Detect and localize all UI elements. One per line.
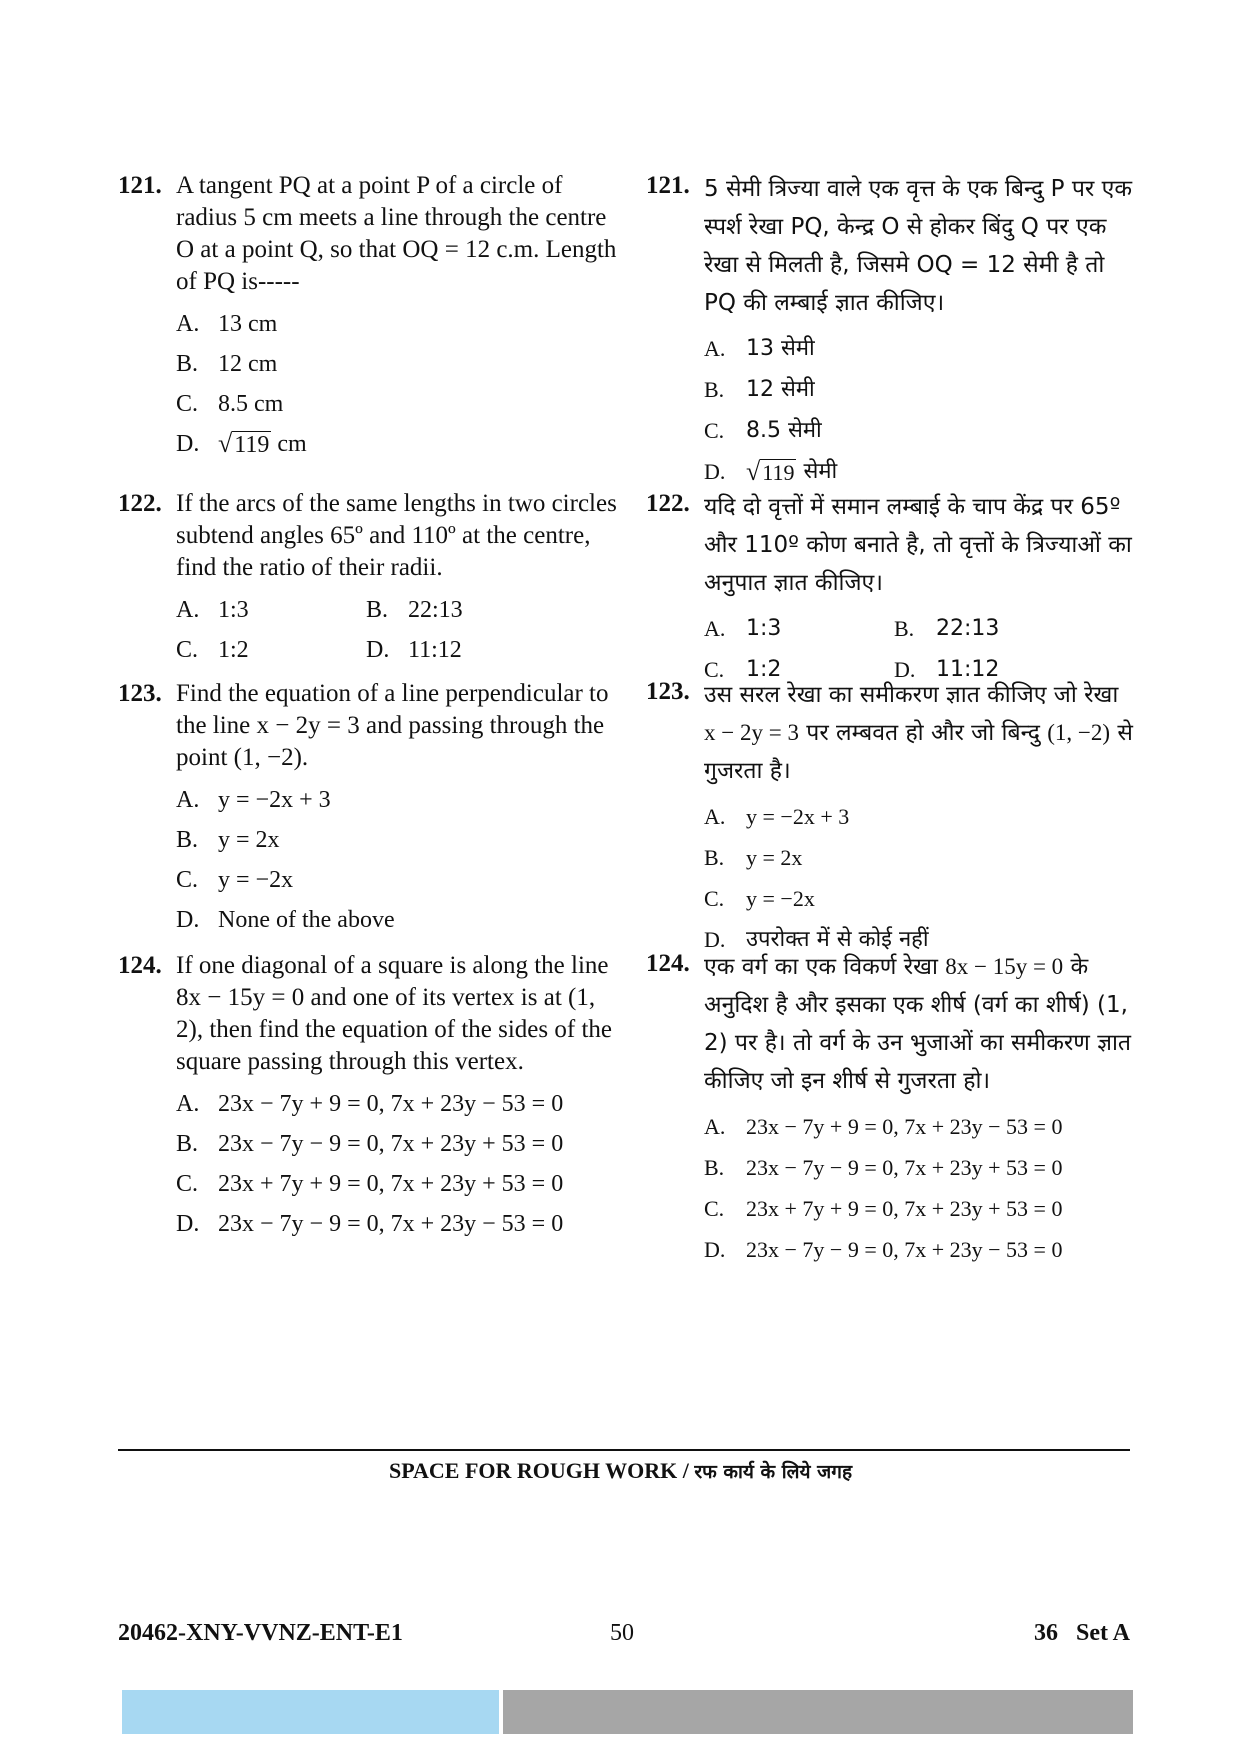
- question-text: एक वर्ग का एक विकर्ण रेखा 8x − 15y = 0 के अनुदिश है और इसका एक शीर्ष (वर्ग का शीर्ष) (1, 2) पर है। तो वर्ग के उन भुजाओं का समीकरण ज्ञात कीजिए जो इन शीर्ष से गुजरता हो।: [704, 954, 1132, 1094]
- question-number: 122.: [646, 490, 690, 517]
- options: [176, 780, 618, 940]
- equation: 8x − 15y = 0: [176, 984, 305, 1011]
- option-d: D. √119 सेमी: [704, 451, 1136, 493]
- question-number: 121.: [118, 172, 162, 199]
- question-text: यदि दो वृत्तों में समान लम्बाई के चाप केंद्र पर 65º और 110º कोण बनाते है, तो वृत्तों के त्रिज्याओं का अनुपात ज्ञात कीजिए।: [704, 494, 1132, 596]
- option-c: C. 23x + 7y + 9 = 0, 7x + 23y + 53 = 0: [704, 1196, 1063, 1221]
- square-root: √119: [746, 457, 795, 486]
- options: [176, 304, 618, 465]
- page-number: 50: [610, 1620, 634, 1646]
- option-a: A. 1:3: [176, 597, 249, 623]
- rough-work-heading: SPACE FOR ROUGH WORK / रफ कार्य के लिये जगह: [388, 1458, 853, 1483]
- equation: x − 2y = 3: [256, 712, 360, 739]
- option-d: D. 11:12: [366, 637, 462, 663]
- option-d: D. 23x − 7y − 9 = 0, 7x + 23y − 53 = 0: [704, 1237, 1063, 1262]
- options: [176, 590, 618, 670]
- footer-bar-blue: [122, 1690, 499, 1734]
- question-number: 123.: [118, 680, 162, 707]
- question-122-en: [118, 488, 618, 670]
- equation: x − 2y = 3: [704, 720, 799, 745]
- set-label: 36 Set A: [1034, 1620, 1130, 1646]
- option-a: A. 23x − 7y + 9 = 0, 7x + 23y − 53 = 0: [704, 1114, 1063, 1139]
- question-text: If one diagonal of a square is along the line 8x − 15y = 0 and one of its vertex is at (1, 2), then find the equation of the sides of the square passing through this vertex.: [176, 952, 612, 1075]
- square-root: √119: [218, 429, 270, 458]
- question-number: 124.: [646, 950, 690, 977]
- option-c: C. y = −2x: [704, 886, 815, 911]
- footer-bar-gray: [503, 1690, 1133, 1734]
- question-text: उस सरल रेखा का समीकरण ज्ञात कीजिए जो रेखा x − 2y = 3 पर लम्बवत हो और जो बिन्दु (1, −2) से गुजरता है।: [704, 682, 1133, 784]
- question-number: 122.: [118, 490, 162, 517]
- point: (1, −2): [1047, 720, 1111, 745]
- option-c: C. 23x + 7y + 9 = 0, 7x + 23y + 53 = 0: [176, 1171, 564, 1197]
- paper-code: 20462-XNY-VVNZ-ENT-E1: [118, 1620, 403, 1646]
- option-b: B. 23x − 7y − 9 = 0, 7x + 23y + 53 = 0: [704, 1155, 1063, 1180]
- question-number: 123.: [646, 678, 690, 705]
- option-b: B. 12 सेमी: [704, 377, 815, 402]
- option-a: A. y = −2x + 3: [176, 787, 331, 813]
- options: [704, 328, 1136, 493]
- option-d: D. 11:12: [894, 657, 1000, 682]
- question-number: 121.: [646, 172, 690, 199]
- question-text: Find the equation of a line perpendicular to the line x − 2y = 3 and passing through the point (1, −2).: [176, 680, 609, 771]
- option-d: D. उपरोक्त में से कोई नहीं: [704, 927, 929, 952]
- option-c: C. 8.5 सेमी: [704, 418, 822, 443]
- option-a: A. y = −2x + 3: [704, 804, 850, 829]
- option-a: A. 13 सेमी: [704, 336, 815, 361]
- option-b: B. y = 2x: [704, 845, 803, 870]
- options: [704, 1106, 1136, 1270]
- options: [704, 796, 1136, 960]
- option-a: A. 13 cm: [176, 311, 278, 337]
- option-b: B. 22:13: [894, 616, 1000, 641]
- point: (1, −2): [233, 744, 302, 771]
- question-121-hi: [646, 170, 1136, 493]
- question-122-hi: [646, 488, 1136, 690]
- question-text: 5 सेमी त्रिज्या वाले एक वृत्त के एक बिन्दु P पर एक स्पर्श रेखा PQ, केन्द्र O से होकर बिंदु Q पर एक रेखा से मिलती है, जिसमे OQ = 12 सेमी है तो PQ की लम्बाई ज्ञात कीजिए।: [704, 176, 1133, 316]
- options: [176, 1084, 618, 1244]
- option-c: C. y = −2x: [176, 867, 294, 893]
- option-d: D. None of the above: [176, 907, 395, 933]
- option-a: A. 1:3: [704, 616, 782, 641]
- option-b: B. 22:13: [366, 597, 463, 623]
- question-number: 124.: [118, 952, 162, 979]
- question-text: If the arcs of the same lengths in two circles subtend angles 65º and 110º at the centre, find the ratio of their radii.: [176, 490, 617, 581]
- question-121-en: [118, 170, 618, 465]
- option-d: D. 23x − 7y − 9 = 0, 7x + 23y − 53 = 0: [176, 1211, 564, 1237]
- option-c: C. 8.5 cm: [176, 391, 284, 417]
- question-text: A tangent PQ at a point P of a circle of radius 5 cm meets a line through the centre O at a point Q, so that OQ = 12 c.m. Length of PQ is-----: [176, 172, 617, 295]
- option-d: D. √119 cm: [176, 424, 618, 465]
- option-a: A. 23x − 7y + 9 = 0, 7x + 23y − 53 = 0: [176, 1091, 564, 1117]
- option-b: B. 23x − 7y − 9 = 0, 7x + 23y + 53 = 0: [176, 1131, 564, 1157]
- equation: 8x − 15y = 0: [945, 954, 1064, 979]
- page-footer: [118, 1620, 1130, 1652]
- question-123-hi: [646, 676, 1136, 960]
- question-123-en: [118, 678, 618, 940]
- option-c: C. 1:2: [176, 637, 249, 663]
- question-124-en: [118, 950, 618, 1244]
- option-b: B. y = 2x: [176, 827, 280, 853]
- divider-line: [118, 1449, 1130, 1451]
- option-c: C. 1:2: [704, 657, 782, 682]
- question-124-hi: [646, 948, 1136, 1270]
- option-b: B. 12 cm: [176, 351, 278, 377]
